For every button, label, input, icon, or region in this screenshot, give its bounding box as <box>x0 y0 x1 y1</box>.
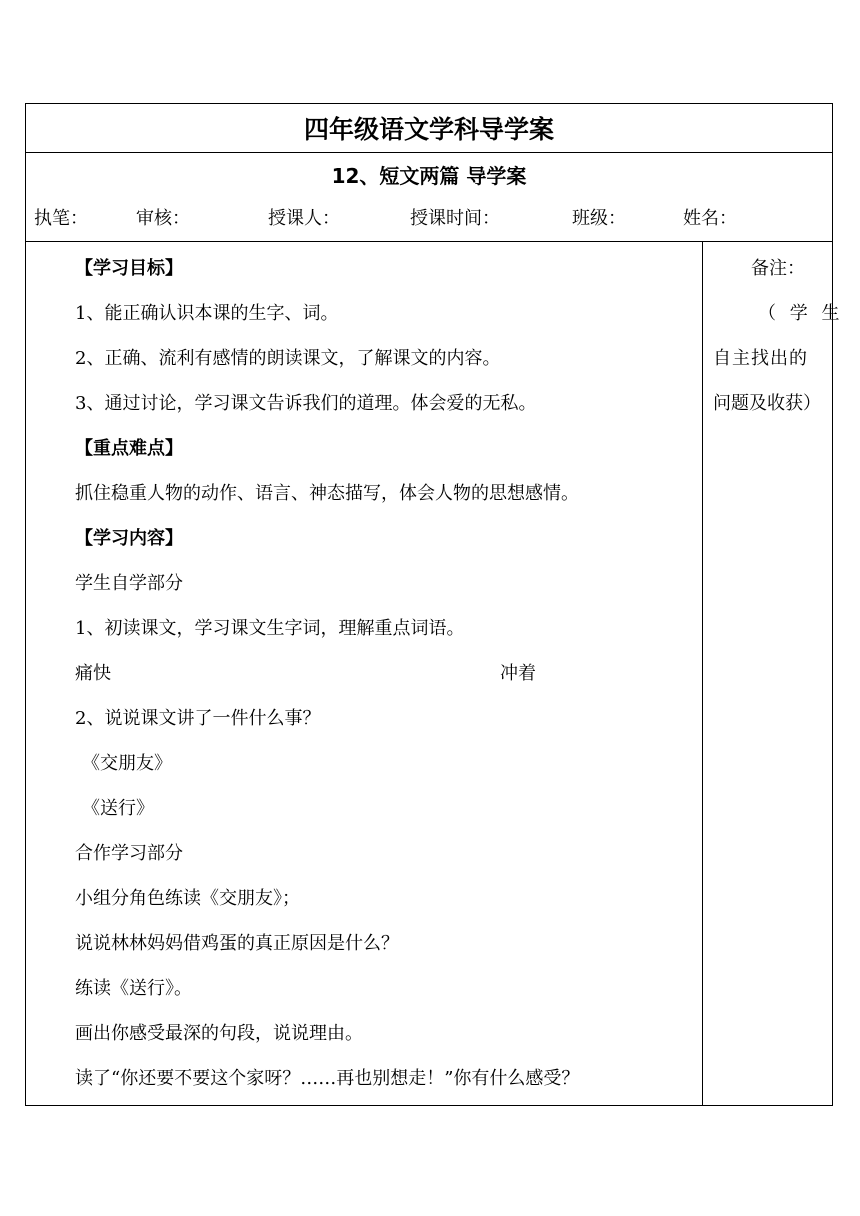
lesson-title: 12、短文两篇 导学案 <box>331 164 527 188</box>
worksheet-title: 四年级语文学科导学案 <box>26 104 832 153</box>
teacher-label: 授课人： <box>268 208 340 229</box>
coop-4: 画出你感受最深的句段，说说理由。 <box>75 1023 363 1044</box>
story-2: 《送行》 <box>82 798 154 819</box>
notes-column <box>703 242 844 1105</box>
class-label: 班级： <box>572 208 626 229</box>
goal-1: 1、能正确认识本课的生字、词。 <box>75 303 339 324</box>
coop-study-heading: 合作学习部分 <box>75 843 183 864</box>
word-2: 冲着 <box>500 663 536 684</box>
goal-3: 3、通过讨论，学习课文告诉我们的道理。体会爱的无私。 <box>75 393 537 414</box>
coop-3: 练读《送行》。 <box>75 978 192 999</box>
story-1: 《交朋友》 <box>82 753 172 774</box>
class-time-label: 授课时间： <box>410 208 500 229</box>
notes-line-1: （ 学 生 <box>758 303 844 324</box>
reviewer-label: 审核： <box>136 208 190 229</box>
key-heading: 【重点难点】 <box>75 438 183 459</box>
item-2: 2、说说课文讲了一件什么事？ <box>75 708 321 729</box>
word-1: 痛快 <box>75 663 111 684</box>
item-1: 1、初读课文，学习课文生字词，理解重点词语。 <box>75 618 465 639</box>
content-column <box>26 242 703 1105</box>
notes-label: 备注： <box>751 258 805 279</box>
header-info-row <box>26 153 832 242</box>
coop-5: 读了“你还要不要这个家呀？……再也别想走！”你有什么感受？ <box>75 1068 580 1089</box>
coop-1: 小组分角色练读《交朋友》； <box>75 888 300 909</box>
coop-2: 说说林林妈妈借鸡蛋的真正原因是什么？ <box>75 933 399 954</box>
worksheet-table <box>25 103 844 1106</box>
name-label: 姓名： <box>683 208 737 229</box>
notes-line-2: 自主找出的 <box>713 348 808 369</box>
self-study-heading: 学生自学部分 <box>75 573 183 594</box>
content-heading: 【学习内容】 <box>75 528 183 549</box>
goals-heading: 【学习目标】 <box>75 258 183 279</box>
writer-label: 执笔： <box>34 208 88 229</box>
notes-line-3: 问题及收获） <box>713 393 821 414</box>
goal-2: 2、正确、流利有感情的朗读课文，了解课文的内容。 <box>75 348 501 369</box>
key-text: 抓住稳重人物的动作、语言、神态描写，体会人物的思想感情。 <box>75 483 579 504</box>
